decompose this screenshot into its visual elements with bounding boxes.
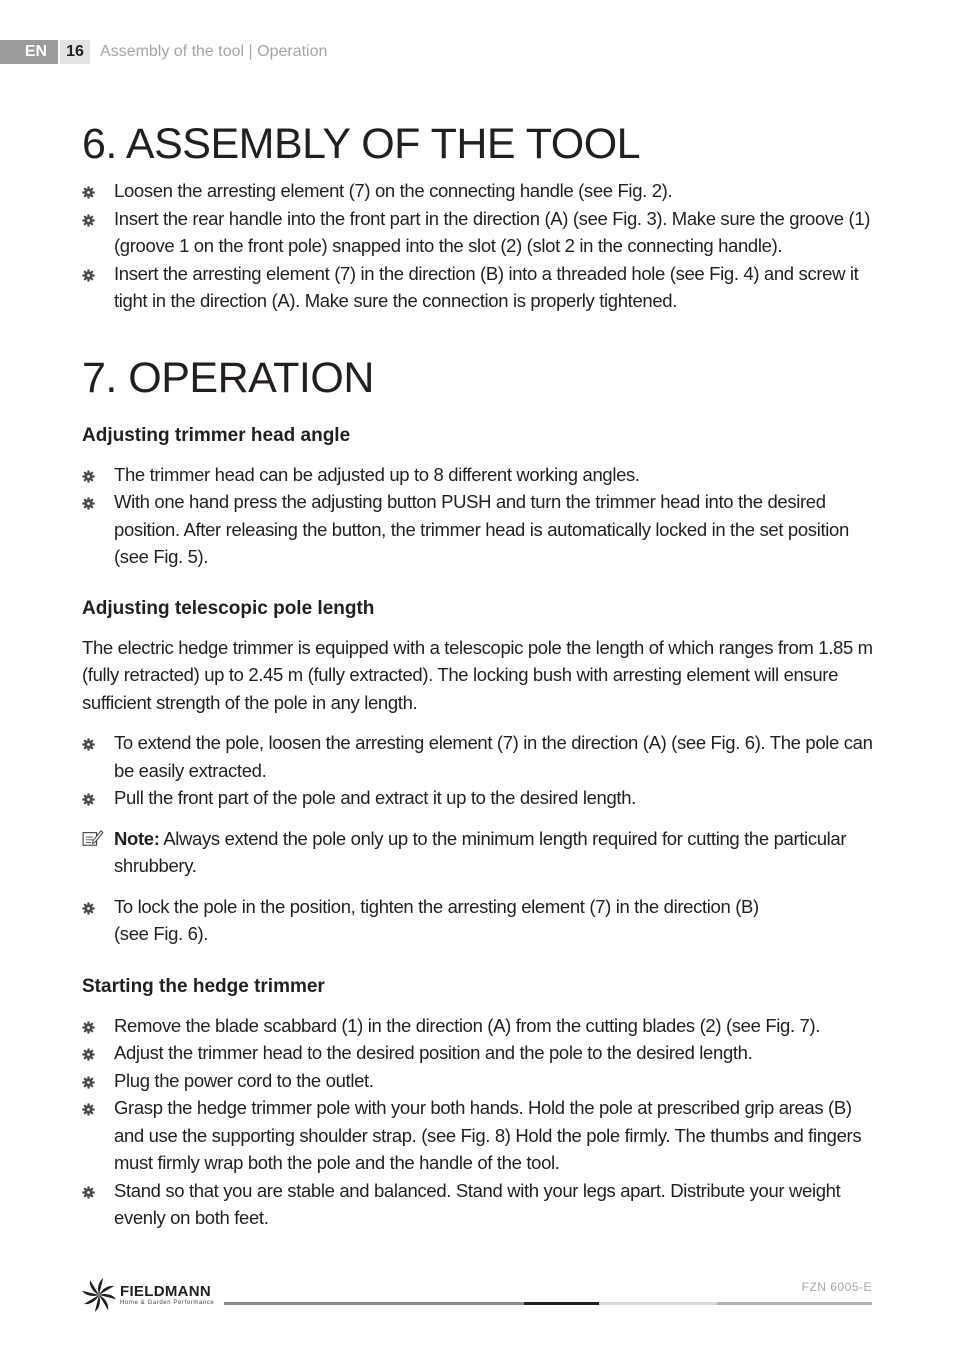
list-item: Remove the blade scabbard (1) in the direction (A) from the cutting blades (2) (see Fig. 7). (82, 1012, 882, 1040)
list-item: Plug the power cord to the outlet. (82, 1067, 882, 1095)
pole-paragraph: The electric hedge trimmer is equipped with a telescopic pole the length of which ranges from 1.85 m (fully retracted) up to 2.45 m (fully extracted). The locking bush with arresting element will ensure sufficient strength of the pole in any length. (82, 636, 873, 713)
gear-bullet-icon (82, 793, 95, 806)
running-header-title: Assembly of the tool | Operation (100, 43, 328, 60)
list-item: Insert the rear handle into the front part in the direction (A) (see Fig. 3). Make sure the groove (1) (groove 1 on the front pole) snapped into the slot (2) (slot 2 in the connecting handle). (82, 205, 882, 260)
list-item: Stand so that you are stable and balanced. Stand with your legs apart. Distribute your weight evenly on both feet. (82, 1177, 882, 1232)
note-box (82, 825, 882, 880)
lock-list (82, 893, 882, 948)
section-6-list (82, 177, 882, 315)
note-label: Note: (114, 827, 160, 849)
gear-bullet-icon (82, 1048, 95, 1061)
list-item: To lock the pole in the position, tighten the arresting element (7) in the direction (B) (see Fig. 6). (82, 893, 882, 948)
gear-bullet-icon (82, 186, 95, 199)
note-pencil-icon (82, 829, 104, 847)
subsection-start-title: Starting the hedge trimmer (82, 975, 325, 997)
angle-list (82, 461, 882, 571)
gear-bullet-icon (82, 269, 95, 282)
list-item: The trimmer head can be adjusted up to 8 different working angles. (82, 461, 882, 489)
pole-list (82, 729, 882, 812)
section-7-heading: 7. OPERATION (82, 353, 374, 402)
start-list (82, 1012, 882, 1232)
list-item: Pull the front part of the pole and extract it up to the desired length. (82, 784, 882, 812)
subsection-angle-title: Adjusting trimmer head angle (82, 424, 351, 446)
gear-bullet-icon (82, 738, 95, 751)
gear-bullet-icon (82, 1021, 95, 1034)
page-content (82, 118, 882, 1232)
page-number: 16 (60, 40, 90, 64)
gear-bullet-icon (82, 1103, 95, 1116)
section-6-heading: 6. ASSEMBLY OF THE TOOL (82, 120, 641, 168)
list-item: To extend the pole, loosen the arresting element (7) in the direction (A) (see Fig. 6). The pole can be easily extracted. (82, 729, 882, 784)
gear-bullet-icon (82, 470, 95, 483)
model-number: FZN 6005-E (801, 1280, 872, 1294)
list-item: Insert the arresting element (7) in the direction (B) into a threaded hole (see Fig. 4) and screw it tight in the direction (A). Make sure the connection is properly tightened. (82, 260, 882, 315)
list-item: Loosen the arresting element (7) on the connecting handle (see Fig. 2). (82, 177, 882, 205)
page-header (0, 40, 327, 64)
subsection-pole-title: Adjusting telescopic pole length (82, 597, 375, 619)
brand-name: FIELDMANN (120, 1282, 212, 1300)
gear-bullet-icon (82, 214, 95, 227)
language-badge: EN (0, 40, 58, 64)
brand-tagline: Home & Garden Performance (120, 1299, 215, 1306)
note-text: Always extend the pole only up to the minimum length required for cutting the particular shrubbery. (114, 827, 847, 876)
list-item: With one hand press the adjusting button PUSH and turn the trimmer head into the desired position. After releasing the button, the trimmer head is automatically locked in the set position (see Fig. 5). (82, 488, 882, 571)
gear-bullet-icon (82, 1076, 95, 1089)
gear-bullet-icon (82, 902, 95, 915)
gear-bullet-icon (82, 1186, 95, 1199)
list-item: Adjust the trimmer head to the desired position and the pole to the desired length. (82, 1039, 882, 1067)
footer-bar-segment (524, 1302, 599, 1305)
list-item: Grasp the hedge trimmer pole with your both hands. Hold the pole at prescribed grip areas (B) and use the supporting shoulder strap. (see Fig. 8) Hold the pole firmly. The thumbs and fingers must firmly wrap both the pole and the handle of the tool. (82, 1094, 882, 1177)
footer-bar-segment (717, 1302, 872, 1305)
gear-bullet-icon (82, 497, 95, 510)
page-footer (82, 1276, 872, 1316)
footer-bar-segment (599, 1302, 717, 1305)
footer-bar-segment (224, 1302, 524, 1305)
brand-logo (82, 1278, 214, 1312)
fieldmann-swirl-logo-icon (82, 1278, 116, 1312)
